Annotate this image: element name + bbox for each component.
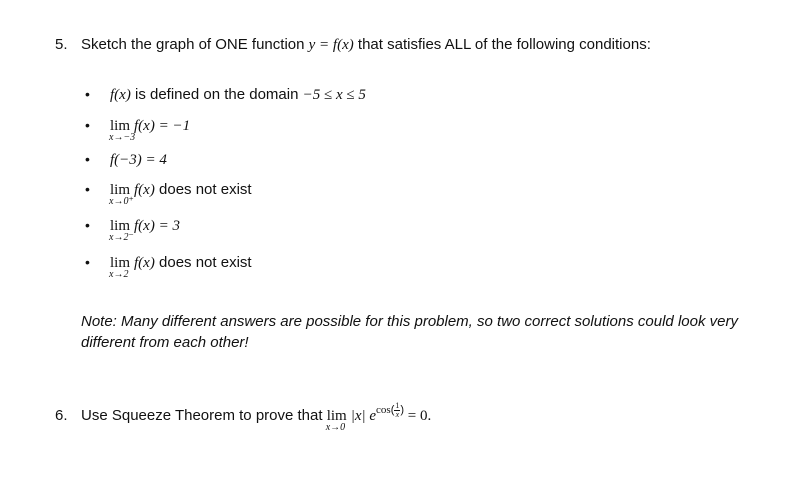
condition-text: does not exist — [154, 181, 252, 198]
bullet: • — [85, 254, 90, 270]
condition-math: f(x) = −1 — [134, 118, 191, 134]
condition-math: −5 ≤ x ≤ 5 — [302, 87, 366, 103]
bullet: • — [85, 151, 90, 167]
bullet: • — [85, 117, 90, 133]
abs-x-expression: |x| e — [350, 408, 377, 424]
condition-math: f(−3) = 4 — [110, 152, 167, 168]
lim-subscript: x→2⁻ — [109, 232, 134, 243]
exponent: cos( 1 x ) — [376, 400, 405, 419]
lim-subscript: x→2 — [109, 269, 129, 280]
question-6-number: 6. — [55, 407, 68, 424]
bullet: • — [85, 86, 90, 102]
lim-word: lim — [110, 182, 131, 198]
lim-word: lim — [326, 408, 347, 424]
lim-word: lim — [110, 255, 131, 271]
condition-math: f(x) = 3 — [134, 218, 180, 234]
note-text: Note: Many different answers are possible for this problem, so two correct solutions could look very different from each other! — [81, 313, 738, 351]
bullet: • — [85, 181, 90, 197]
lim-subscript: x→0 — [325, 422, 346, 433]
function-notation: y = f(x) — [308, 37, 354, 53]
condition-math: f(x) — [110, 87, 131, 103]
question-6-prompt: Use Squeeze Theorem to prove that lim x→0 |x| $e^{cos( \frac{1}{x} )} = 0$. — [81, 400, 432, 433]
condition-math: f(x) — [134, 255, 155, 271]
bullet: • — [85, 217, 90, 233]
condition-text: is defined on the domain — [130, 86, 303, 103]
lim-subscript: x→−3 — [109, 132, 136, 143]
lim-subscript: x→0⁺ — [109, 196, 134, 207]
question-5-number: 5. — [55, 36, 68, 53]
condition-text: does not exist — [154, 254, 252, 271]
lim-word: lim — [110, 118, 131, 134]
result: = 0. — [404, 408, 432, 424]
lim-word: lim — [110, 218, 131, 234]
condition-math: f(x) — [134, 182, 155, 198]
question-5-prompt: Sketch the graph of ONE function y = f(x) that satisfies ALL of the following conditions: — [81, 36, 651, 53]
fraction: $\frac{1}{x}$ — [395, 400, 400, 419]
